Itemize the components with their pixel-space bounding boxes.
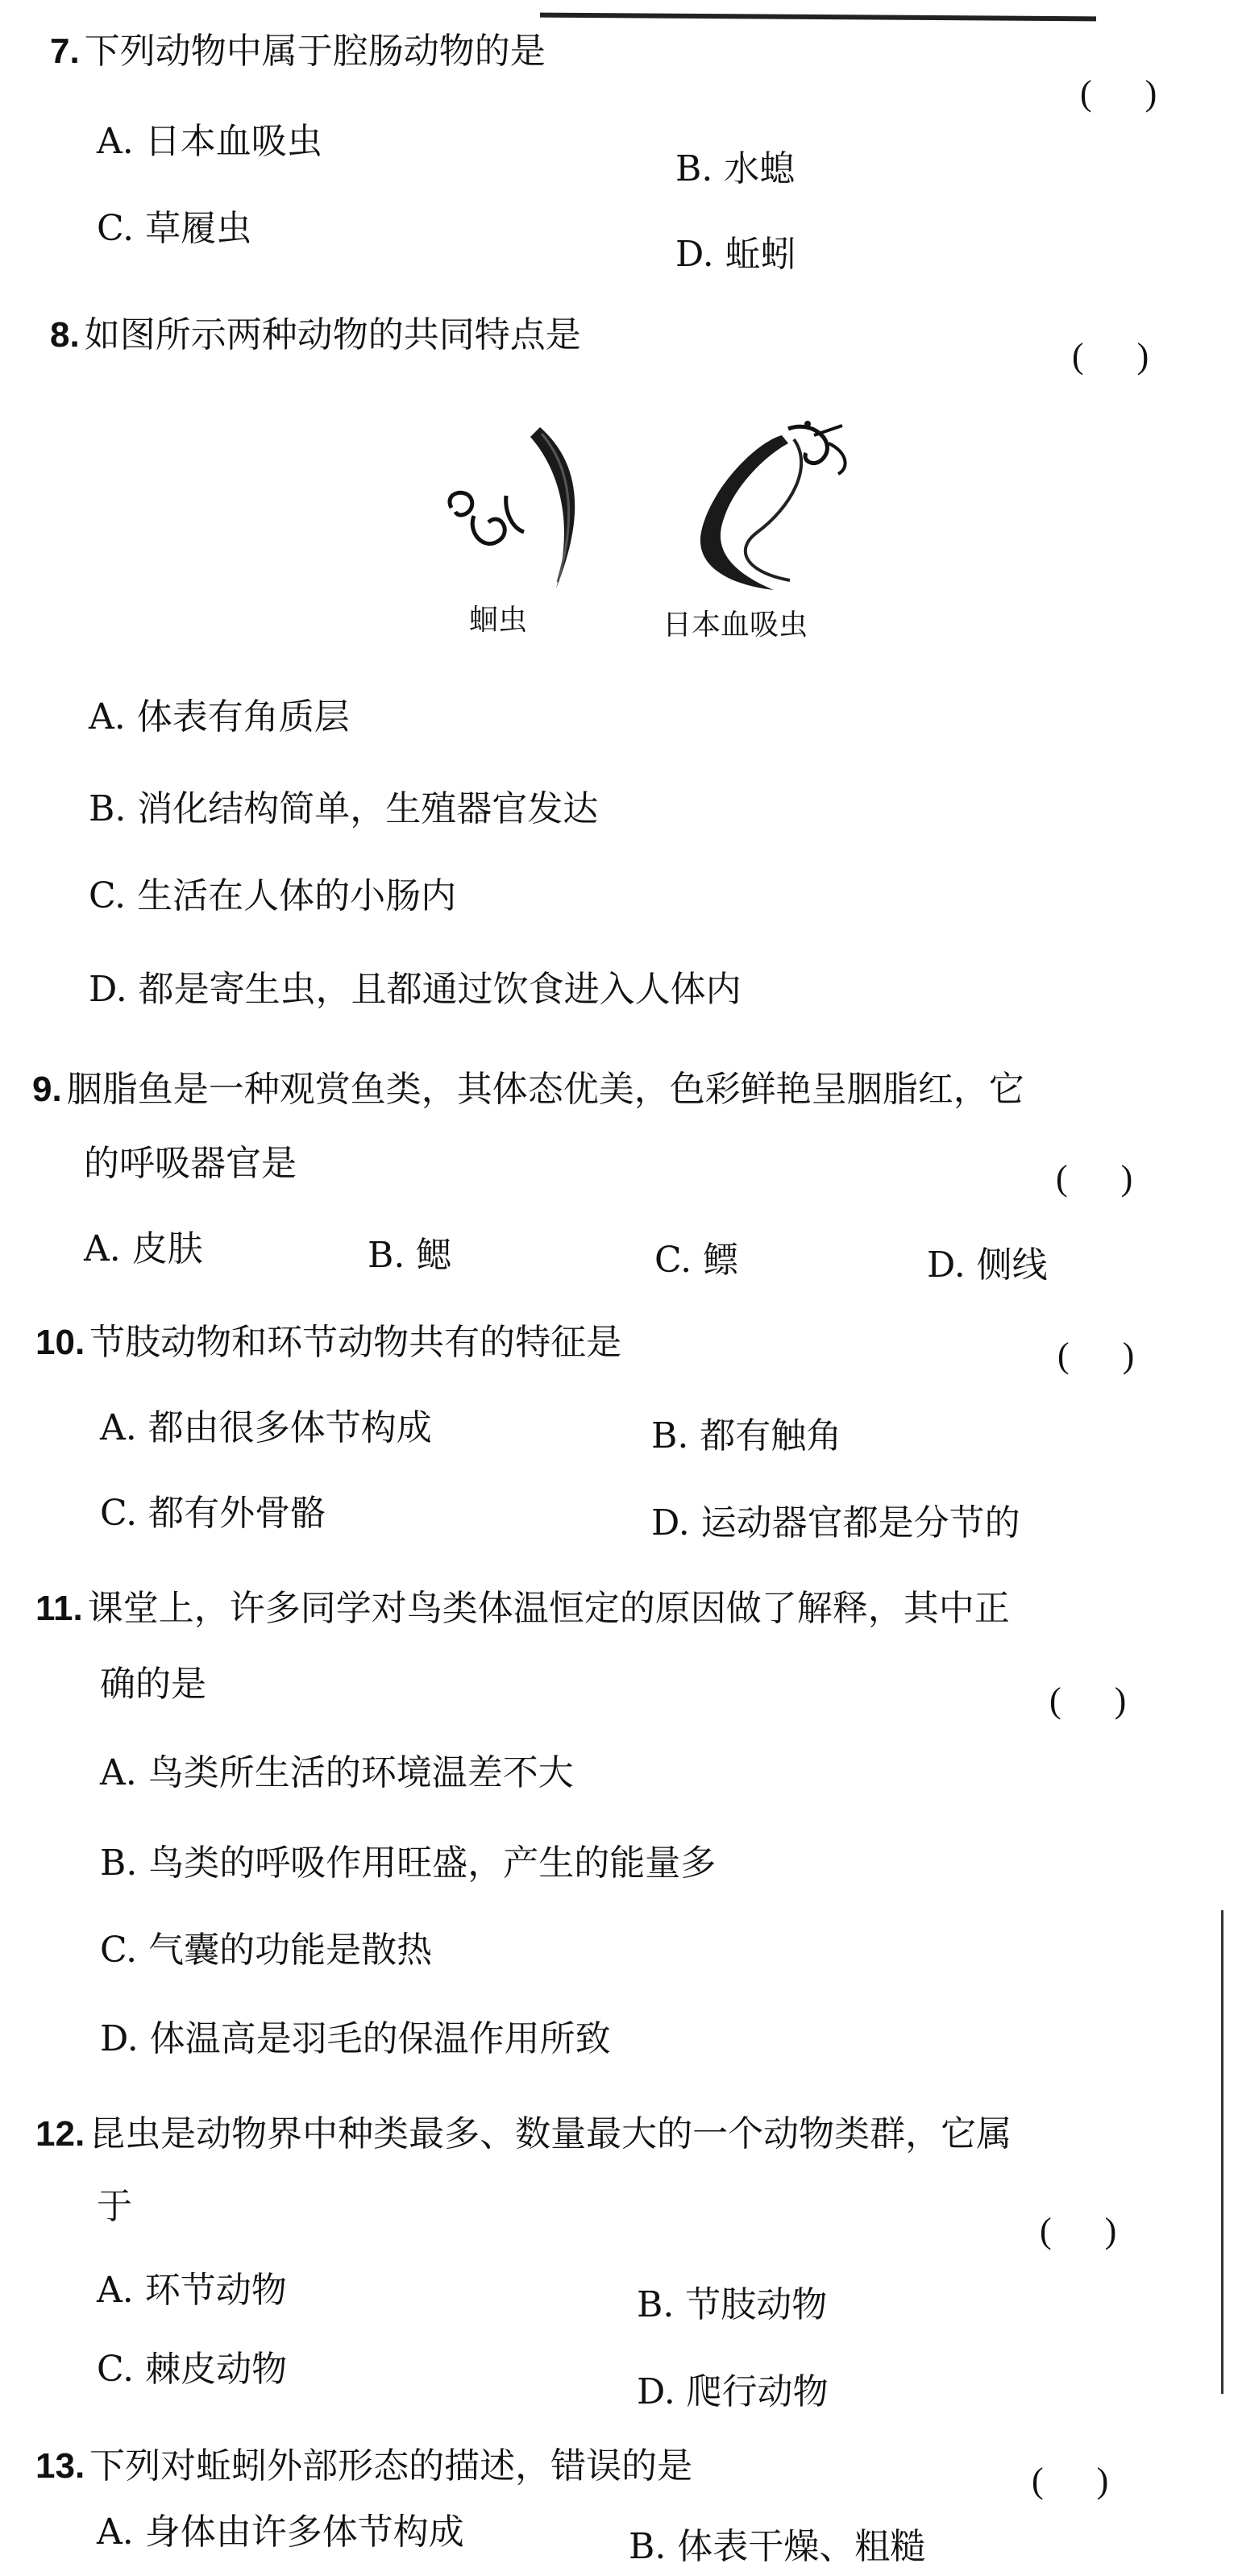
q7-stem (50, 27, 546, 76)
q13-number: 13. (35, 2446, 85, 2486)
q11-stem-line1 (35, 1585, 1010, 1633)
q7-number: 7. (50, 31, 80, 71)
roundworm-drawing (450, 427, 575, 588)
q12-stem-line1 (35, 2110, 1012, 2158)
q10-option-c: C. 都有外骨骼 (100, 1493, 326, 1534)
q7-option-b: B. 水螅 (675, 148, 796, 189)
top-border-line (540, 13, 1096, 22)
q7-option-d: D. 蚯蚓 (675, 234, 796, 275)
q11-option-d: D. 体温高是羽毛的保温作用所致 (100, 2018, 611, 2059)
q8-stem-text: 如图所示两种动物的共同特点是 (84, 314, 581, 355)
q8-option-c: C. 生活在人体的小肠内 (89, 875, 457, 916)
q9-stem-line2: 的呼吸器官是 (84, 1143, 297, 1184)
q13-option-b: B. 体表干燥、粗糙 (629, 2526, 926, 2567)
q9-option-a: A. 皮肤 (84, 1228, 203, 1269)
q12-option-b: B. 节肢动物 (637, 2284, 828, 2325)
worm-illustrations (435, 411, 854, 596)
q11-option-b: B. 鸟类的呼吸作用旺盛，产生的能量多 (100, 1843, 717, 1884)
q8-number: 8. (50, 315, 80, 355)
q11-option-c: C. 气囊的功能是散热 (100, 1930, 433, 1971)
q11-number: 11. (35, 1589, 83, 1628)
q13-option-a: A. 身体由许多体节构成 (97, 2512, 464, 2553)
q11-answer-paren: ( ) (1049, 1681, 1127, 1720)
q9-stem-text-1: 胭脂鱼是一种观赏鱼类，其体态优美，色彩鲜艳呈胭脂红，它 (66, 1069, 1024, 1110)
q8-option-d: D. 都是寄生虫，且都通过饮食进入人体内 (89, 969, 742, 1010)
q12-option-d: D. 爬行动物 (637, 2371, 829, 2412)
q9-answer-paren: ( ) (1056, 1158, 1133, 1198)
q11-option-a: A. 鸟类所生活的环境温差不大 (100, 1752, 574, 1793)
q12-stem-line2: 于 (97, 2186, 132, 2227)
right-margin-line (1221, 1910, 1223, 2394)
q8-option-a: A. 体表有角质层 (89, 696, 350, 737)
q10-answer-paren: ( ) (1057, 1336, 1135, 1375)
q8-answer-paren: ( ) (1072, 336, 1149, 376)
q7-answer-paren: ( ) (1080, 73, 1157, 113)
q8-stem (50, 311, 581, 359)
q12-stem-text-1: 昆虫是动物界中种类最多、数量最大的一个动物类群，它属 (89, 2113, 1012, 2154)
q8-figure (435, 411, 854, 669)
q13-answer-paren: ( ) (1032, 2461, 1109, 2500)
q10-stem-text: 节肢动物和环节动物共有的特征是 (89, 1322, 622, 1363)
q8-option-b: B. 消化结构简单，生殖器官发达 (89, 788, 599, 829)
caption-schistosome: 日本血吸虫 (663, 609, 808, 642)
q9-number: 9. (32, 1070, 62, 1109)
q10-number: 10. (35, 1323, 85, 1362)
q9-option-c: C. 鳔 (654, 1240, 739, 1281)
q11-stem-line2: 确的是 (100, 1664, 206, 1705)
q11-stem-text-1: 课堂上，许多同学对鸟类体温恒定的原因做了解释，其中正 (87, 1588, 1010, 1629)
q12-option-a: A. 环节动物 (97, 2270, 287, 2311)
q10-stem (35, 1319, 621, 1367)
q7-option-c: C. 草履虫 (97, 208, 252, 249)
q12-number: 12. (35, 2114, 85, 2154)
q12-answer-paren: ( ) (1040, 2211, 1117, 2250)
q10-option-d: D. 运动器官都是分节的 (651, 1502, 1020, 1544)
q13-stem (35, 2442, 692, 2491)
q10-option-a: A. 都由很多体节构成 (100, 1407, 432, 1448)
q9-option-b: B. 鳃 (368, 1235, 452, 1276)
q7-option-a: A. 日本血吸虫 (97, 121, 322, 162)
q12-option-c: C. 棘皮动物 (97, 2349, 288, 2390)
caption-roundworm: 蛔虫 (469, 604, 528, 637)
q7-stem-text: 下列动物中属于腔肠动物的是 (84, 31, 546, 72)
schistosome-drawing (700, 421, 845, 590)
q10-option-b: B. 都有触角 (651, 1415, 842, 1456)
q9-option-d: D. 侧线 (927, 1244, 1048, 1286)
q13-stem-text: 下列对蚯蚓外部形态的描述，错误的是 (89, 2445, 693, 2487)
q9-stem-line1 (32, 1066, 1024, 1114)
